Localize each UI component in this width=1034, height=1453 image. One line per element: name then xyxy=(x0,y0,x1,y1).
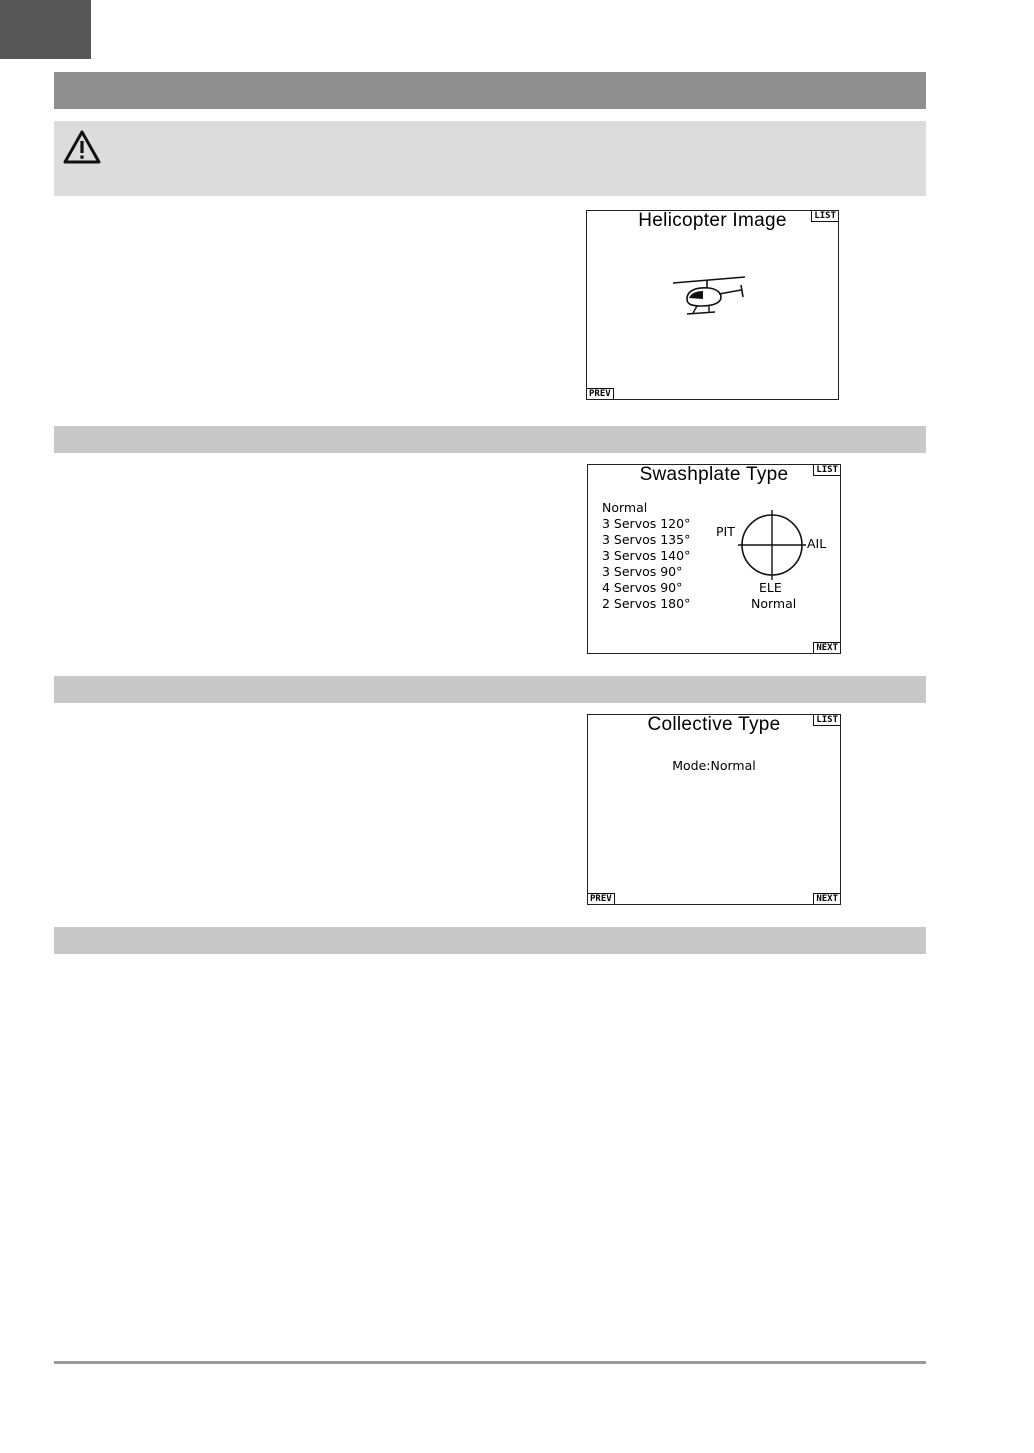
swashplate-diagram xyxy=(736,509,806,581)
swashplate-option[interactable]: Normal xyxy=(602,500,648,515)
list-button[interactable]: LIST xyxy=(811,211,838,222)
diagram-label-ele: ELE xyxy=(759,580,782,595)
footer-divider xyxy=(54,1361,926,1364)
swashplate-option[interactable]: 2 Servos 180° xyxy=(602,596,691,611)
section-header-bar xyxy=(54,927,926,954)
page-corner-tab xyxy=(0,0,91,59)
prev-button[interactable]: PREV xyxy=(587,388,614,399)
warning-box xyxy=(54,121,926,196)
collective-mode[interactable]: Mode:Normal xyxy=(672,758,756,773)
swashplate-option[interactable]: 3 Servos 120° xyxy=(602,516,691,531)
swashplate-type-screen xyxy=(587,464,841,654)
screen-title: Collective Type xyxy=(647,714,781,735)
next-button[interactable]: NEXT xyxy=(813,642,840,653)
next-button[interactable]: NEXT xyxy=(813,893,840,904)
swashplate-option[interactable]: 4 Servos 90° xyxy=(602,580,683,595)
diagram-label-pit: PIT xyxy=(716,524,735,539)
collective-type-screen xyxy=(587,714,841,905)
prev-button[interactable]: PREV xyxy=(588,893,615,904)
section-header-bar xyxy=(54,72,926,109)
diagram-label-ail: AIL xyxy=(807,536,827,551)
list-button[interactable]: LIST xyxy=(813,465,840,476)
screen-title: Swashplate Type xyxy=(639,464,789,485)
swashplate-option[interactable]: 3 Servos 140° xyxy=(602,548,691,563)
helicopter-icon xyxy=(669,273,749,318)
screen-title: Helicopter Image xyxy=(638,210,787,231)
list-button[interactable]: LIST xyxy=(813,715,840,726)
helicopter-image-screen xyxy=(586,210,839,400)
swashplate-option[interactable]: 3 Servos 135° xyxy=(602,532,691,547)
diagram-value: Normal xyxy=(751,596,797,611)
section-header-bar xyxy=(54,676,926,703)
section-header-bar xyxy=(54,426,926,453)
swashplate-option[interactable]: 3 Servos 90° xyxy=(602,564,683,579)
warning-triangle-icon xyxy=(62,129,102,165)
